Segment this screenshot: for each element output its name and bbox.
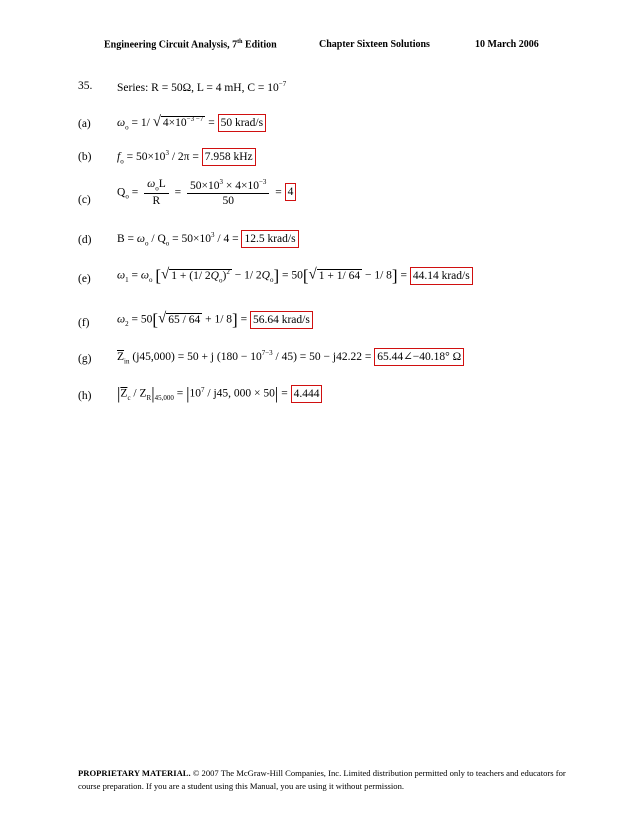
part-h-equation: $|\overline{Z}_c / Z_R|_{45,000} = |10^7 / j45$, 000 × 50| = 4.444 [117,384,322,404]
part-h-label: (h) [78,390,92,402]
part-b-label: (b) [78,151,92,163]
part-d-answer: 12.5 krad/s [241,230,298,248]
header-date: 10 March 2006 [475,39,539,50]
part-e-label: (e) [78,273,91,285]
part-g-answer: 65.44∠−40.18° Ω [374,348,464,366]
part-f-equation: $\omega_2 = 50[√$ 65 / 64 + 1/ 8] = 56.64 krad/s [117,310,313,330]
part-g-label: (g) [78,353,92,365]
book-title: Engineering Circuit Analysis, 7th Edition [104,39,277,51]
part-e-answer: 44.14 krad/s [410,267,473,285]
part-g-equation: $\overline{Z}_{in}$ (j45,000) = 50 + j $(180 - 10^{7-3} / 45) = 50 - j42.22$ = 65.44∠−40.18° Ω [117,348,464,366]
part-b-answer: 7.958 kHz [202,148,256,166]
problem-number: 35. [78,80,93,92]
copyright-footer: PROPRIETARY MATERIAL. © 2007 The McGraw-Hill Companies, Inc. Limited distribution permitted only to teachers and educators for course preparation. If you are a student using this Manual, you are using it without permission. [78,768,566,791]
part-c-equation: $Q_o$ = $\frac{\omega_oL}{R}$ = $\frac{50\times 10^3 \times 4\times 10^{-3}}{50}$ = 4 [117,178,296,207]
part-a-equation: $\omega_o = 1/$ √ $4\times 10^{-3 -7} = 50$ krad/s [117,114,266,132]
part-e-equation: $\omega_1 = \omega_o$ [√ 1 + (1/ $2Q_o)^2 - 1/$ $2Q_o] = 50[√$ 1 + 1/ 64 − 1/ 8] = 44.14 krad/s [117,266,473,286]
part-f-answer: 56.64 krad/s [250,311,313,329]
problem-statement: Series: R = 50Ω, L = 4 mH, $C = 10^{-7}$ [117,80,287,94]
part-b-equation: $f_o = 50\times 10^3 / 2\pi = 7.958$ kHz [117,148,256,166]
part-d-label: (d) [78,234,92,246]
part-c-answer: 4 [285,183,297,201]
part-h-answer: 4.444 [291,385,323,403]
chapter-title: Chapter Sixteen Solutions [319,39,430,50]
part-a-label: (a) [78,118,91,130]
part-c-label: (c) [78,194,91,206]
part-f-label: (f) [78,317,90,329]
part-d-equation: $B = \omega_o / Q_o = 50\times 10^3 / 4 = 12.5$ krad/s [117,230,299,248]
part-a-answer: 50 krad/s [218,114,266,132]
